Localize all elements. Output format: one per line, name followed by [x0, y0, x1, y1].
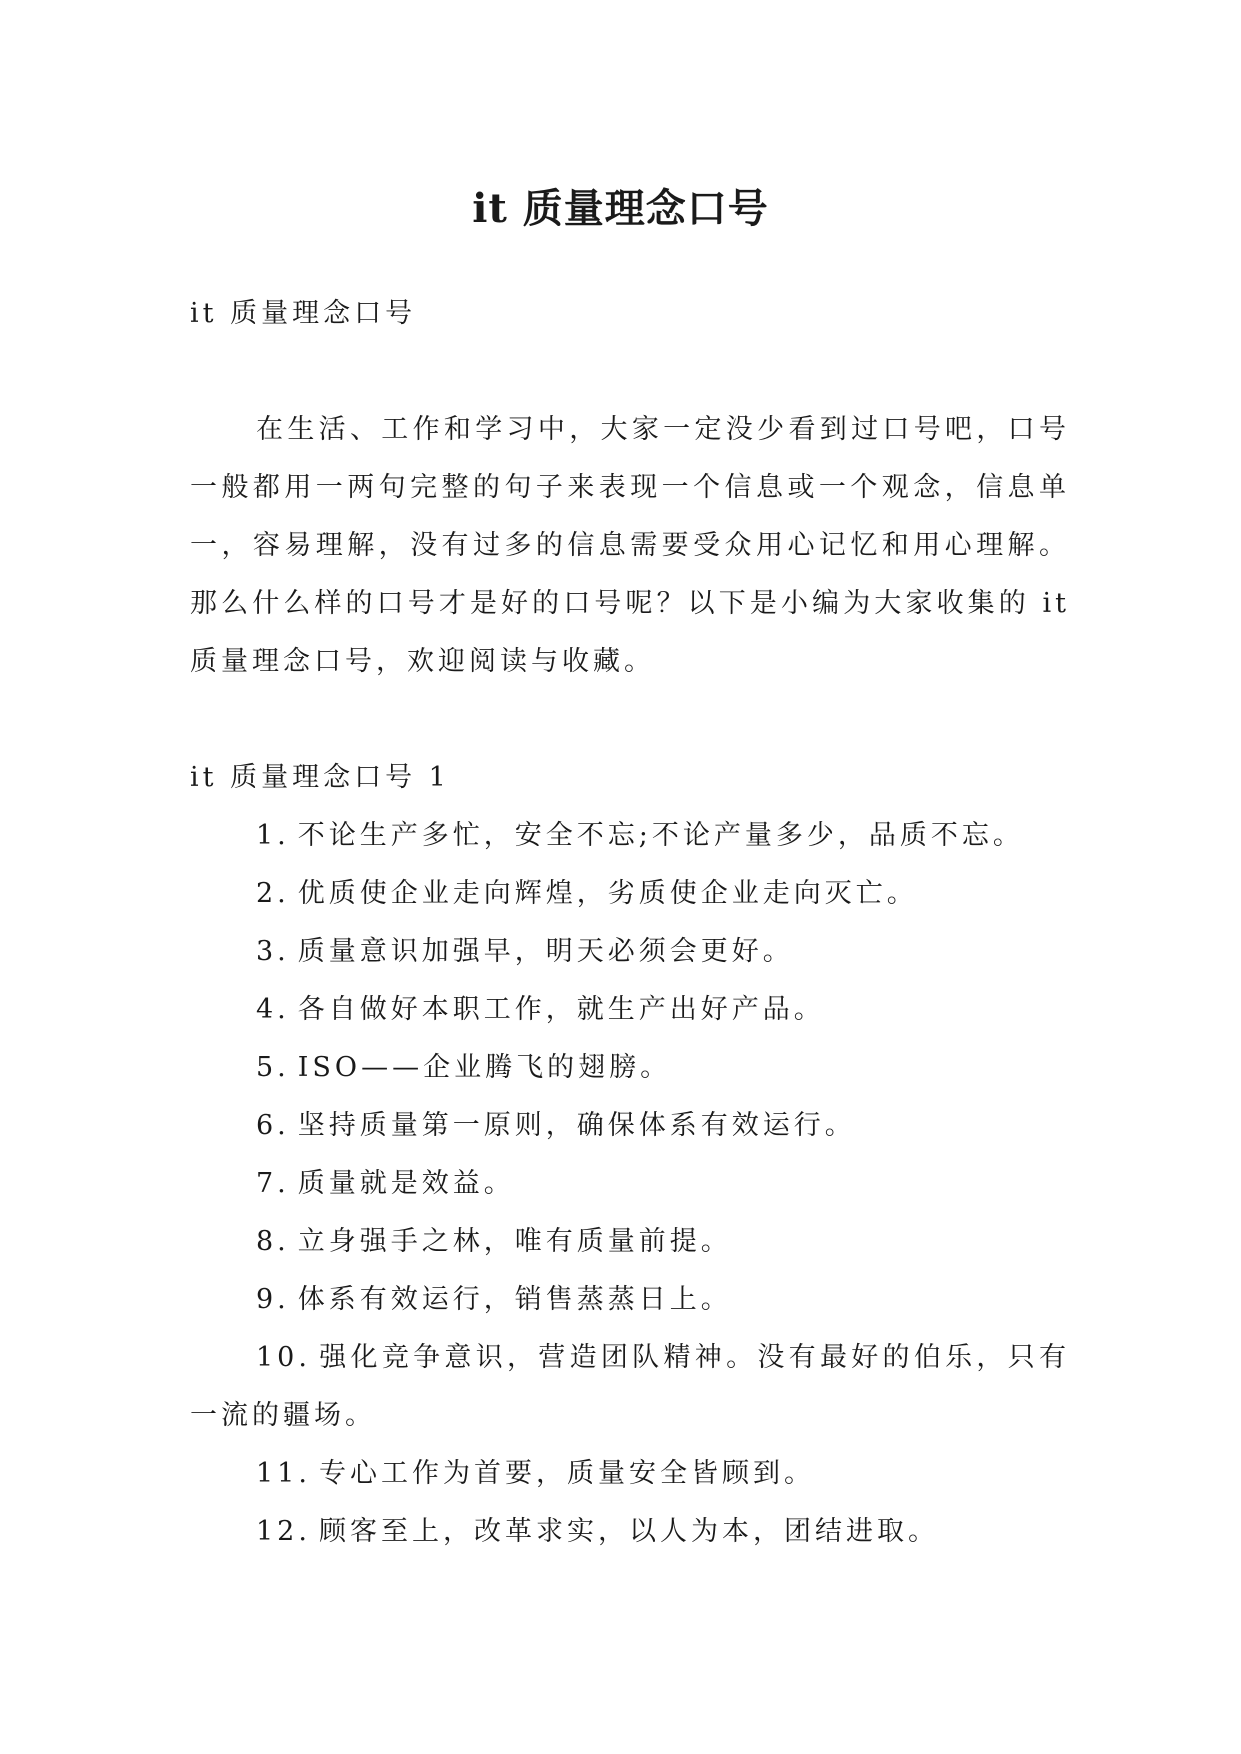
- slogan-text: ISO——企业腾飞的翅膀。: [297, 1052, 672, 1083]
- slogan-item: [190, 1039, 1070, 1097]
- slogan-text: 强化竞争意识，营造团队精神。没有最好的伯乐，只有一流的疆场。: [190, 1342, 1070, 1431]
- slogan-item: [190, 1155, 1070, 1213]
- slogan-number: 11.: [256, 1458, 311, 1489]
- slogan-text: 专心工作为首要，质量安全皆顾到。: [318, 1458, 815, 1489]
- slogan-text: 质量意识加强早，明天必须会更好。: [297, 936, 794, 967]
- slogan-number: 5.: [256, 1052, 290, 1083]
- slogan-number: 7.: [256, 1168, 290, 1199]
- section-heading: it 质量理念口号 1: [190, 762, 450, 793]
- slogan-item: [190, 923, 1070, 981]
- slogan-item: [190, 981, 1070, 1039]
- slogan-item: [190, 807, 1070, 865]
- slogan-list: [190, 807, 1070, 1561]
- slogan-text: 不论生产多忙，安全不忘;不论产量多少，品质不忘。: [297, 820, 1024, 851]
- slogan-text: 体系有效运行，销售蒸蒸日上。: [297, 1284, 732, 1315]
- slogan-text: 质量就是效益。: [297, 1168, 515, 1199]
- slogan-number: 1.: [256, 820, 290, 851]
- slogan-number: 6.: [256, 1110, 290, 1141]
- slogan-item: [190, 1329, 1070, 1445]
- slogan-number: 12.: [256, 1516, 311, 1547]
- slogan-number: 8.: [256, 1226, 290, 1257]
- slogan-item: [190, 865, 1070, 923]
- slogan-text: 顾客至上，改革求实，以人为本，团结进取。: [318, 1516, 939, 1547]
- document-title: it 质量理念口号: [472, 184, 769, 232]
- slogan-item: [190, 1445, 1070, 1503]
- slogan-text: 立身强手之林，唯有质量前提。: [297, 1226, 732, 1257]
- document-body: [190, 285, 1070, 1561]
- slogan-item: [190, 1097, 1070, 1155]
- slogan-item: [190, 1503, 1070, 1561]
- document-subtitle: it 质量理念口号: [190, 298, 417, 329]
- slogan-text: 坚持质量第一原则，确保体系有效运行。: [297, 1110, 856, 1141]
- slogan-text: 优质使企业走向辉煌，劣质使企业走向灭亡。: [297, 878, 918, 909]
- slogan-item: [190, 1213, 1070, 1271]
- slogan-number: 3.: [256, 936, 290, 967]
- slogan-number: 4.: [256, 994, 290, 1025]
- slogan-number: 9.: [256, 1284, 290, 1315]
- intro-paragraph: 在生活、工作和学习中，大家一定没少看到过口号吧，口号一般都用一两句完整的句子来表现一个信息或一个观念，信息单一，容易理解，没有过多的信息需要受众用心记忆和用心理解。那么什么样的口号才是好的口号呢？以下是小编为大家收集的 it 质量理念口号，欢迎阅读与收藏。: [190, 414, 1070, 677]
- slogan-number: 2.: [256, 878, 290, 909]
- slogan-number: 10.: [256, 1342, 311, 1373]
- slogan-text: 各自做好本职工作，就生产出好产品。: [297, 994, 825, 1025]
- slogan-item: [190, 1271, 1070, 1329]
